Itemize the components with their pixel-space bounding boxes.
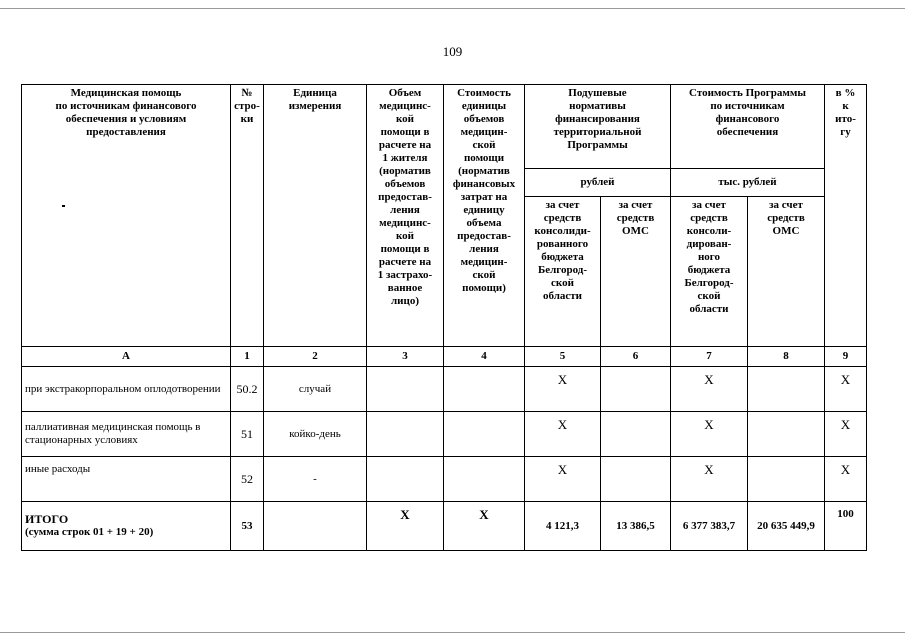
top-edge-line: [0, 8, 905, 9]
total-subtitle: (сумма строк 01 + 19 + 20): [25, 526, 154, 538]
row-unit: случай: [264, 367, 367, 412]
index-cell: 7: [671, 347, 748, 367]
header-program-cost: Стоимость Программы по источникам финансового обеспечения: [671, 85, 825, 169]
total-line-number: 53: [231, 502, 264, 551]
financing-table: [21, 84, 867, 551]
row-label: иные расходы: [22, 457, 231, 502]
header-row-top: [22, 85, 867, 169]
row-col8: [748, 367, 825, 412]
header-medical-care: Медицинская помощь по источникам финансового обеспечения и условиям предоставления: [22, 85, 231, 347]
row-volume: [367, 412, 444, 457]
header-line-number: № стро- ки: [231, 85, 264, 347]
index-cell: 8: [748, 347, 825, 367]
row-line-number: 52: [231, 457, 264, 502]
header-percent-of-total: в % к ито- гу: [825, 85, 867, 347]
index-cell: 5: [525, 347, 601, 367]
table-row: [22, 367, 867, 412]
page-number: 109: [442, 44, 463, 59]
total-col9: 100: [825, 502, 867, 551]
header-unit-thousand-rub: тыс. рублей: [671, 169, 825, 197]
row-unit-cost: [444, 412, 525, 457]
row-unit: койко-день: [264, 412, 367, 457]
row-unit: -: [264, 457, 367, 502]
row-col7: X: [671, 457, 748, 502]
row-col9: X: [825, 457, 867, 502]
row-label: паллиативная медицинская помощь в стационарных условиях: [22, 412, 231, 457]
table-row: [22, 412, 867, 457]
total-col5: 4 121,3: [525, 502, 601, 551]
row-line-number: 50.2: [231, 367, 264, 412]
header-volume: Объем медицинс- кой помощи в расчете на 1 жителя (норматив объемов предостав- ления медицинс- кой помощи в расчете на 1 застрахо- ванное лицо): [367, 85, 444, 347]
row-col5: X: [525, 457, 601, 502]
total-title: ИТОГО: [25, 512, 69, 526]
header-col8-oms: за счет средств ОМС: [748, 197, 825, 347]
row-unit-cost: [444, 367, 525, 412]
index-cell: 9: [825, 347, 867, 367]
row-col5: X: [525, 367, 601, 412]
row-line-number: 51: [231, 412, 264, 457]
index-cell: А: [22, 347, 231, 367]
header-col6-oms: за счет средств ОМС: [601, 197, 671, 347]
total-col7: 6 377 383,7: [671, 502, 748, 551]
row-col9: X: [825, 412, 867, 457]
total-label: [22, 502, 231, 551]
index-cell: 2: [264, 347, 367, 367]
row-unit-cost: [444, 457, 525, 502]
header-unit-rub: рублей: [525, 169, 671, 197]
row-col7: X: [671, 367, 748, 412]
column-index-row: [22, 347, 867, 367]
row-col6: [601, 367, 671, 412]
header-col5-regional-budget: за счет средств консолиди- рованного бюджета Белгород- ской области: [525, 197, 601, 347]
row-label: при экстракорпоральном оплодотворении: [22, 367, 231, 412]
header-per-capita-norms: Подушевые нормативы финансирования территориальной Программы: [525, 85, 671, 169]
header-unit-cost: Стоимость единицы объемов медицин- ской помощи (норматив финансовых затрат на единицу объема предостав- ления медицин- ской помощи): [444, 85, 525, 347]
row-volume: [367, 457, 444, 502]
index-cell: 4: [444, 347, 525, 367]
total-row: [22, 502, 867, 551]
row-col9: X: [825, 367, 867, 412]
row-col5: X: [525, 412, 601, 457]
header-unit: Единица измерения: [264, 85, 367, 347]
table-row: [22, 457, 867, 502]
row-col6: [601, 457, 671, 502]
total-volume: X: [367, 502, 444, 551]
bottom-edge-line: [0, 632, 905, 633]
total-col6: 13 386,5: [601, 502, 671, 551]
header-col7-regional-budget: за счет средств консоли- дирован- ного бюджета Белгород- ской области: [671, 197, 748, 347]
total-unit-cost: X: [444, 502, 525, 551]
row-col8: [748, 412, 825, 457]
index-cell: 1: [231, 347, 264, 367]
row-col7: X: [671, 412, 748, 457]
index-cell: 6: [601, 347, 671, 367]
row-col8: [748, 457, 825, 502]
row-volume: [367, 367, 444, 412]
row-col6: [601, 412, 671, 457]
total-col8: 20 635 449,9: [748, 502, 825, 551]
total-unit: [264, 502, 367, 551]
index-cell: 3: [367, 347, 444, 367]
